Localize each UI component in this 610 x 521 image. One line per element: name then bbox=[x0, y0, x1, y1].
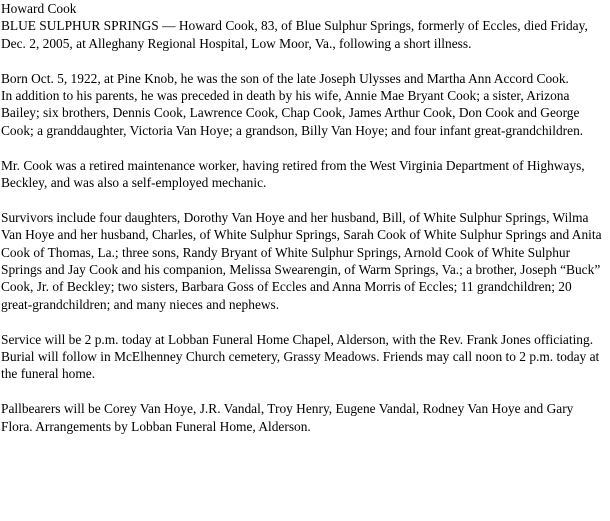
paragraph-death-notice: BLUE SULPHUR SPRINGS — Howard Cook, 83, of Blue Sulphur Springs, formerly of Eccles, died Friday, Dec. 2, 2005, at Alleghany Regional Hospital, Low Moor, Va., following a short illness. bbox=[1, 18, 588, 51]
paragraph-birth: Born Oct. 5, 1922, at Pine Knob, he was the son of the late Joseph Ulysses and Martha Ann Accord Cook. bbox=[1, 70, 569, 86]
paragraph-service: Service will be 2 p.m. today at Lobban Funeral Home Chapel, Alderson, with the Rev. Frank Jones officiating. Burial will follow in McElhenney Church cemetery, Grassy Meadows. Friends may call noon to 2 p.m. today at the funeral home. bbox=[1, 331, 600, 382]
paragraph-preceded-in-death: In addition to his parents, he was preceded in death by his wife, Annie Mae Bryant Cook; a sister, Arizona Bailey; six brothers, Dennis Cook, Lawrence Cook, Chap Cook, James Arthur Cook, Don Cook and George Cook; a granddaughter, Victoria Van Hoye; a grandson, Billy Van Hoye; and four infant great-grandchildren. bbox=[1, 88, 584, 138]
deceased-name: Howard Cook bbox=[1, 1, 77, 16]
paragraph-pallbearers: Pallbearers will be Corey Van Hoye, J.R. Vandal, Troy Henry, Eugene Vandal, Rodney Van Hoye and Gary Flora. Arrangements by Lobban Funeral Home, Alderson. bbox=[1, 401, 574, 434]
paragraph-survivors: Survivors include four daughters, Dorothy Van Hoye and her husband, Bill, of White Sulphur Springs, Wilma Van Hoye and her husband, Charles, of White Sulphur Springs, Sarah Cook of White Sulphur Springs and Anita Cook of Thomas, La.; three sons, Randy Bryant of White Sulphur Springs, Arnold Cook of White Sulphur Springs and Jay Cook and his companion, Melissa Swearengin, of Warm Springs, Va.; a brother, Joseph “Buck” Cook, Jr. of Beckley; two sisters, Barbara Goss of Eccles and Anna Morris of Eccles; 11 grandchildren; 20 great-grandchildren; and many nieces and nephews. bbox=[1, 209, 602, 312]
paragraph-career: Mr. Cook was a retired maintenance worker, having retired from the West Virginia Department of Highways, Beckley, and was also a self-employed mechanic. bbox=[1, 157, 585, 191]
